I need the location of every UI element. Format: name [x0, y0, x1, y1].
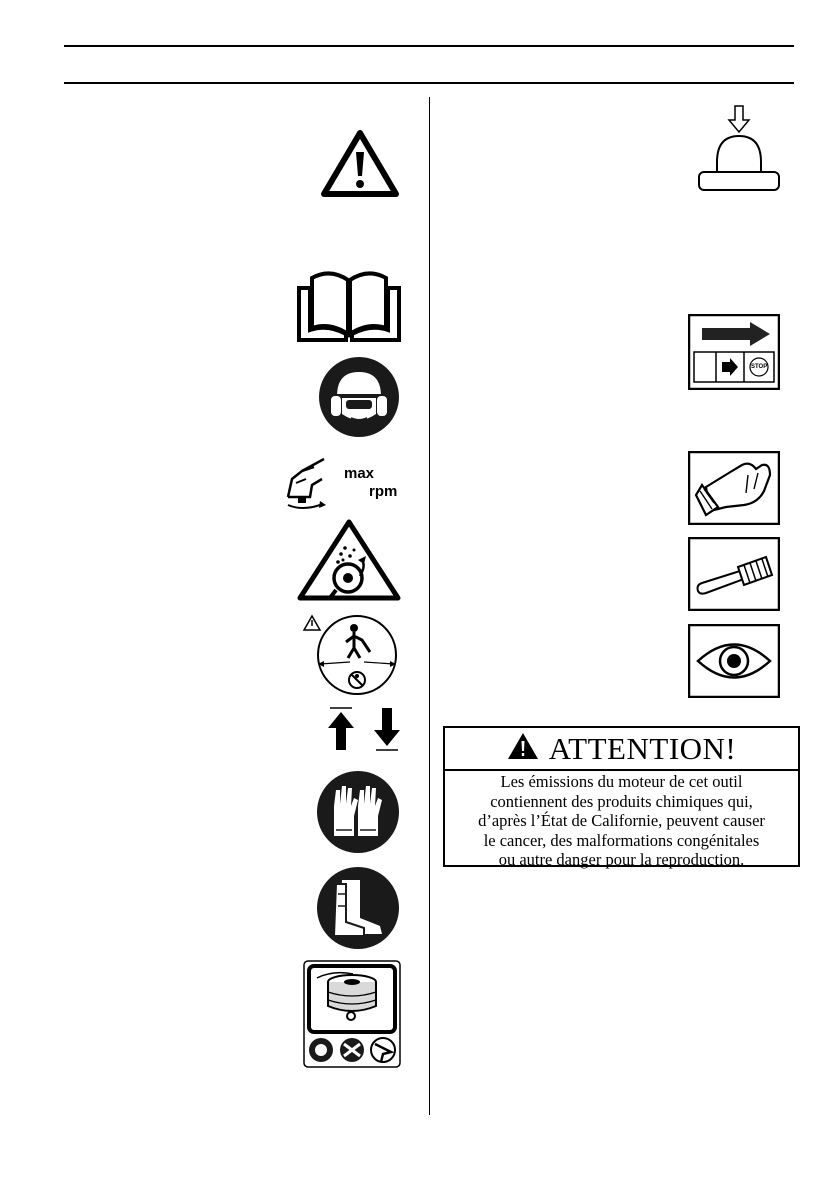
safety-distance-15m-icon — [302, 614, 402, 696]
operator-manual-book-icon — [296, 268, 402, 342]
warning-line: contiennent des produits chimiques qui, — [490, 791, 753, 811]
head-eye-ear-protection-icon — [318, 356, 400, 438]
thrown-objects-warning-icon — [296, 518, 402, 602]
warning-text — [445, 771, 798, 870]
max-label: max — [344, 465, 375, 482]
stop-label: STOP — [751, 364, 768, 370]
warning-header — [445, 728, 798, 771]
protective-gloves-icon — [316, 770, 400, 854]
trimmer-head-attachments-icon — [303, 960, 401, 1068]
primer-bulb-icon — [697, 104, 781, 192]
warning-triangle-small-icon — [507, 732, 539, 765]
direction-arrows-icon — [326, 706, 402, 752]
warning-line: le cancer, des malformations congénitales — [483, 830, 760, 850]
hot-surface-glove-icon — [688, 451, 780, 525]
warning-triangle-icon — [320, 128, 400, 198]
visual-inspection-eye-icon — [688, 624, 780, 698]
warning-line: d’après l’État de Californie, peuvent causer — [478, 811, 765, 831]
warning-line: ou autre danger pour la reproduction. — [498, 850, 745, 870]
protective-boots-icon — [316, 866, 400, 950]
warning-title: ATTENTION! — [548, 730, 737, 766]
warning-line: Les émissions du moteur de cet outil — [500, 772, 743, 791]
rpm-label: rpm — [369, 483, 398, 500]
header-rule-top — [64, 45, 794, 47]
cleaning-brush-icon — [688, 537, 780, 611]
california-proposition-65-warning — [443, 726, 800, 870]
column-separator — [429, 97, 430, 1115]
stop-switch-icon — [688, 314, 780, 390]
header-rule-bottom — [64, 82, 794, 84]
throttle-max-rpm-icon — [282, 455, 342, 513]
